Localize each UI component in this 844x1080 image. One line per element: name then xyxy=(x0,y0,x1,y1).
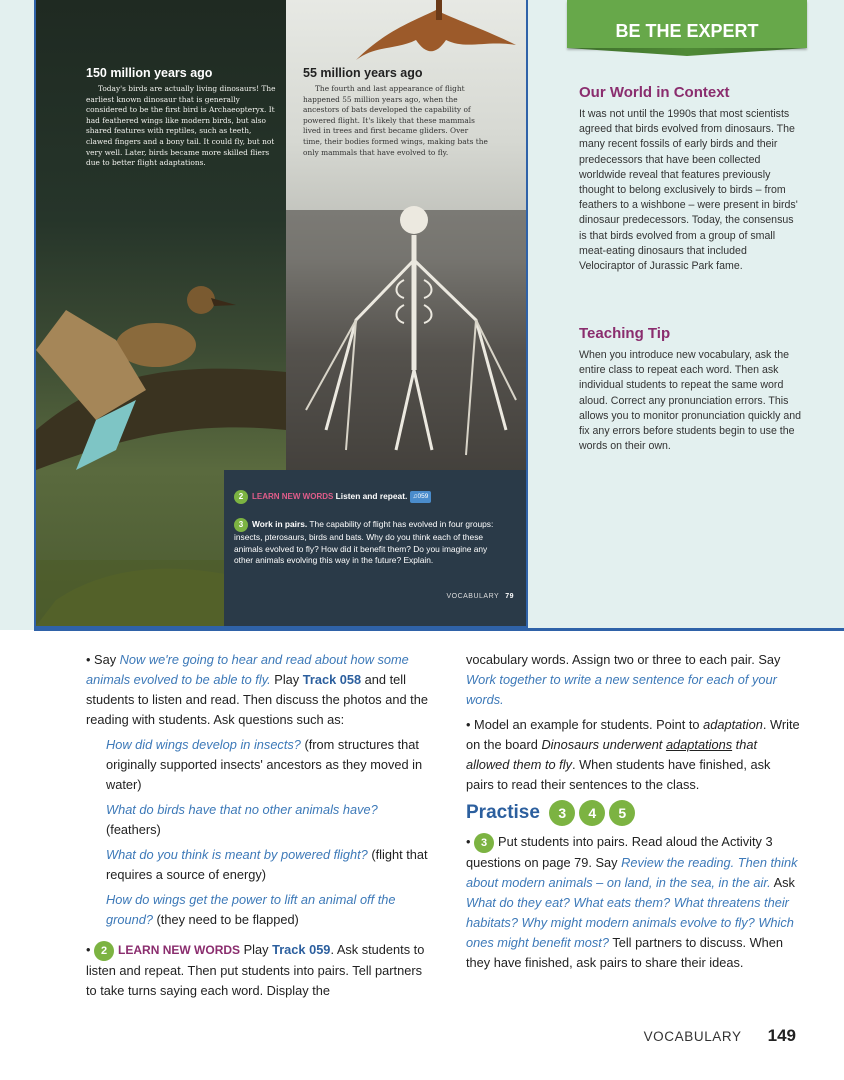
exercise-text: The capability of flight has evolved in four groups: insects, pterosaurs, birds and bats. Why do you think each of these animals evolved to fly? How did it benefit them? Do you imagine any other animals evolving this way in the future? Explain. xyxy=(234,519,494,566)
learn-new-words-label: LEARN NEW WORDS xyxy=(118,943,241,957)
question-text: What do you think is meant by powered flight? xyxy=(106,847,368,862)
be-the-expert-banner: BE THE EXPERT xyxy=(567,0,807,48)
instruction-text: vocabulary words. Assign two or three to each pair. Say xyxy=(466,652,781,667)
our-world-title: Our World in Context xyxy=(579,84,730,101)
instruction-text: . Write on the board xyxy=(466,717,800,752)
instruction-text: Model an example for students. Point to xyxy=(474,717,700,732)
answer-text: (feathers) xyxy=(106,822,161,837)
activity-number: 3 xyxy=(549,800,575,826)
instruction-text: . When students have finished, ask pairs to read their sentences to the class. xyxy=(466,757,771,792)
track-number: 059 xyxy=(417,493,429,501)
right-column xyxy=(466,650,800,978)
activity-number: 4 xyxy=(579,800,605,826)
play-word: Play xyxy=(243,942,269,957)
teacher-quote: Review the reading. Then think about modern animals – on land, in the sea, in the air. xyxy=(466,854,798,890)
student-book-page xyxy=(34,0,528,628)
exercise-number: 2 xyxy=(234,490,248,504)
question-item xyxy=(106,735,428,795)
left-panel-text: Today's birds are actually living dinosaurs! The earliest known dinosaur that is generally considered to be the first bird is Archaeopteryx. It had feathered wings like modern birds, but also shared features with reptiles, such as teeth, clawed fingers and a bony tail. It could fly, but not very well. Later, birds became more skilled fliers due to better flight adaptations. xyxy=(86,84,276,168)
bat-fossil-image xyxy=(286,180,528,470)
activity-number: 5 xyxy=(609,800,635,826)
practise-title: Practise xyxy=(466,802,540,824)
ask-word: Ask xyxy=(773,874,795,890)
bat-panel xyxy=(286,0,528,470)
question-item xyxy=(106,890,428,930)
example-sentence: Dinosaurs underwent xyxy=(541,737,663,752)
divider-rule xyxy=(34,628,844,631)
continued-paragraph xyxy=(466,650,800,710)
question-text: How did wings develop in insects? xyxy=(106,737,301,752)
question-item xyxy=(106,800,428,840)
track-058-link[interactable]: Track 058 xyxy=(302,672,362,687)
question-text: How do wings get the power to lift an animal off the ground? xyxy=(106,892,396,927)
learn-new-words-label: LEARN NEW WORDS xyxy=(252,492,334,502)
question-item xyxy=(106,845,428,885)
exercise-instruction: Listen and repeat. xyxy=(335,491,408,502)
say-word: Say xyxy=(94,652,117,667)
activity-number: 3 xyxy=(474,833,494,853)
vocab-word: adaptation xyxy=(703,717,763,732)
instruction-text: and tell students to listen and read. Then discuss the photos and the reading with students. Ask questions such as: xyxy=(86,672,428,727)
teaching-tip-section xyxy=(579,325,804,454)
audio-track-badge[interactable]: ♫059 xyxy=(410,491,432,503)
left-column xyxy=(86,650,428,1006)
underlined-word: adaptations xyxy=(665,737,733,752)
play-word: Play xyxy=(274,672,300,687)
example-sentence: that allowed them to fly xyxy=(466,737,758,772)
left-panel-title: 150 million years ago xyxy=(86,66,213,80)
student-footer-page: 79 xyxy=(505,593,514,600)
teaching-tip-text: When you introduce new vocabulary, ask the entire class to repeat each word. Then ask individual students to repeat the same word aloud. Correct any pronunciation errors. This allows you to monitor pronunciation quickly and fix any errors before students begin to use the words on their own. xyxy=(579,349,802,453)
bullet-paragraph: • Say Now we're going to hear and read about how some animals evolved to be able to fly. Play Track 058 and tell students to listen and read. Then discuss the photos and the reading with students. Ask questions such as: xyxy=(86,652,428,727)
footer-section-label: VOCABULARY xyxy=(643,1029,742,1044)
teacher-quote: Work together to write a new sentence for each of your words. xyxy=(466,672,777,707)
answer-text: (they need to be flapped) xyxy=(156,912,299,927)
answer-text: (flight that requires a source of energy) xyxy=(106,847,428,882)
bullet-paragraph: • 2 LEARN NEW WORDS Play Track 059. Ask students to listen and repeat. Then put students into pairs. Tell partners to take turns saying each word. Display the xyxy=(86,942,425,998)
teacher-questions: What do they eat? What eats them? What threatens their habitats? Why might modern animals evolve to fly? Which ones might benefit most? xyxy=(466,894,794,950)
instruction-text: . Ask students to listen and repeat. Then put students into pairs. Tell partners to take turns saying each word. Display the xyxy=(86,942,425,998)
exercise-number: 3 xyxy=(234,518,248,532)
student-footer-label: VOCABULARY xyxy=(446,593,500,600)
instruction-text: Tell partners to discuss. When they have finished, ask pairs to share their ideas. xyxy=(466,934,784,970)
instruction-text: Put students into pairs. Read aloud the Activity 3 questions on page 79. Say xyxy=(466,834,773,870)
right-panel-title: 55 million years ago xyxy=(303,66,423,80)
work-in-pairs-label: Work in pairs. xyxy=(252,519,308,530)
page-number: 149 xyxy=(767,1026,796,1045)
teacher-quote: Now we're going to hear and read about how some animals evolved to be able to fly. xyxy=(86,652,409,687)
right-panel-text: The fourth and last appearance of flight happened 55 million years ago, when the ancestors of bats developed the capability of powered flight. It's likely that these mammals lived in trees and first became gliders. Over time, their bodies formed wings, making bats the only mammals that have evolved to fly. xyxy=(303,84,488,157)
question-text: What do birds have that no other animals have? xyxy=(106,802,378,817)
our-world-text: It was not until the 1990s that most scientists agreed that birds evolved from dinosaurs. The many recent fossils of early birds and their predecessors that have been collected worldwide reveal that features previously thought to belong exclusively to birds – from feathers to a wishbone – were present in birds' dinosaur predecessors. Today, the consensus is that birds evolved from a group of small meat-eating dinosaurs that included Velociraptor of Jurassic Park fame. xyxy=(579,108,798,273)
exercise-box xyxy=(224,470,528,626)
our-world-section xyxy=(579,84,804,274)
bullet-paragraph: • 3 Put students into pairs. Read aloud the Activity 3 questions on page 79. Say Review the reading. Then think about modern animals – on land, in the sea, in the air. Ask What do they eat? What eats them? What threatens their habitats? Why might modern animals evolve to fly? Which ones might benefit most? Tell partners to discuss. When they have finished, ask pairs to share their ideas. xyxy=(466,834,798,970)
teaching-tip-title: Teaching Tip xyxy=(579,325,671,342)
exercise-item-2 xyxy=(234,490,506,504)
track-059-link[interactable]: Track 059 xyxy=(272,942,331,957)
activity-number: 2 xyxy=(94,941,114,961)
exercise-item-3 xyxy=(234,518,506,567)
page-footer xyxy=(644,1026,796,1046)
practise-heading xyxy=(466,800,800,826)
bullet-paragraph: • Model an example for students. Point to adaptation. Write on the board Dinosaurs underwent adaptations that allowed them to fly. When students have finished, ask pairs to read their sentences to the class. xyxy=(466,717,800,792)
student-page-footer xyxy=(446,593,514,600)
answer-text: (from structures that originally supported insects' ancestors as they moved in water) xyxy=(106,737,423,792)
